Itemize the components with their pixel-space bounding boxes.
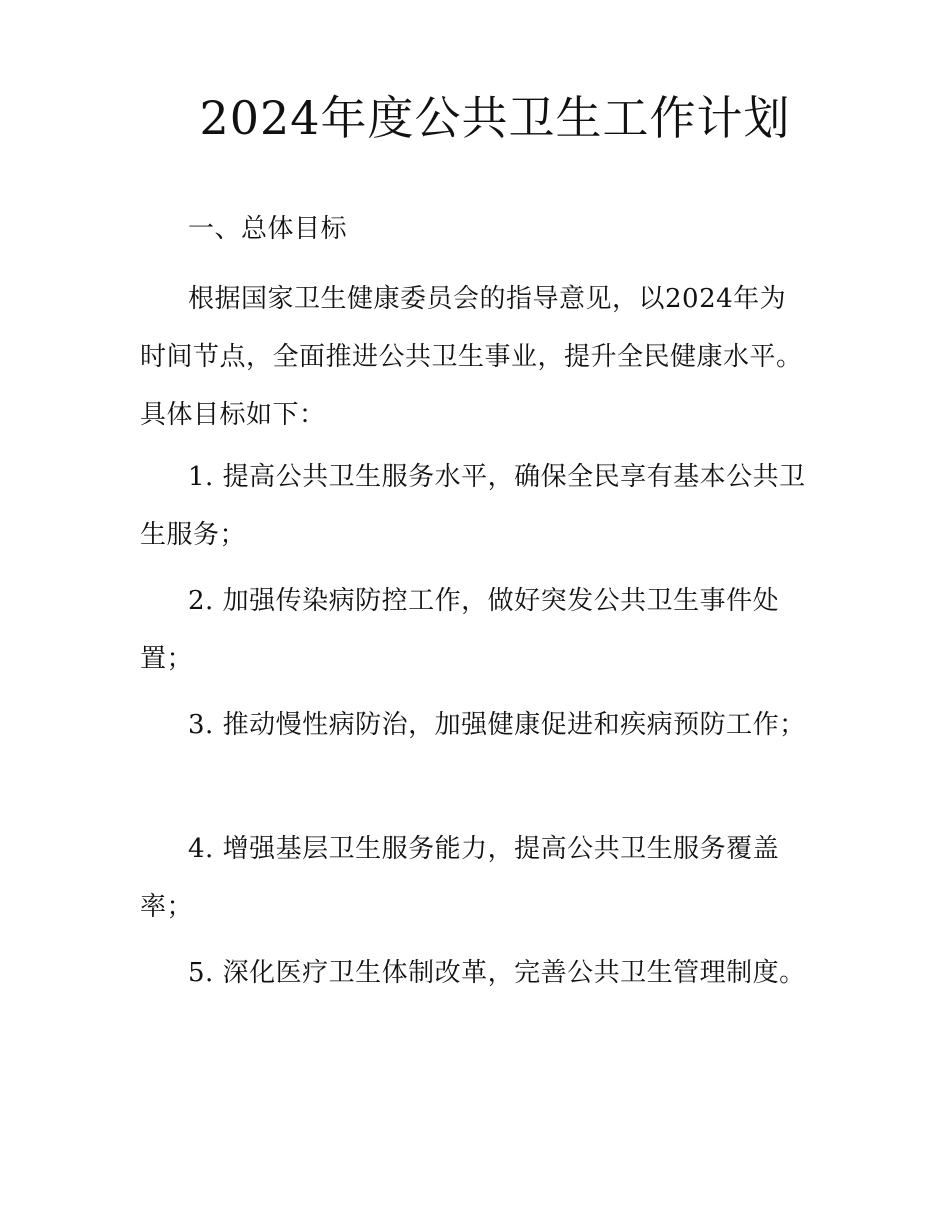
- goal-number: 5.: [188, 958, 214, 988]
- goal-item: [140, 820, 810, 936]
- goal-item: [140, 572, 810, 688]
- goal-text: 提高公共卫生服务水平，确保全民享有基本公共卫生服务；: [140, 462, 806, 550]
- goal-text: 推动慢性病防治，加强健康促进和疾病预防工作；: [222, 710, 806, 740]
- goal-text: 加强传染病防控工作，做好突发公共卫生事件处置；: [140, 586, 780, 674]
- document-title: 2024年度公共卫生工作计划: [199, 91, 791, 145]
- goal-number: 2.: [188, 586, 214, 616]
- goal-text: 深化医疗卫生体制改革，完善公共卫生管理制度。: [222, 958, 806, 988]
- goal-item: [140, 448, 810, 564]
- goal-number: 1.: [188, 462, 214, 492]
- section-heading: 一、总体目标: [188, 214, 348, 244]
- intro-paragraph: 根据国家卫生健康委员会的指导意见，以2024年为时间节点，全面推进公共卫生事业，提升全民健康水平。具体目标如下：: [140, 284, 803, 430]
- goal-text: 增强基层卫生服务能力，提高公共卫生服务覆盖率；: [140, 834, 780, 922]
- goal-item: [140, 944, 810, 1002]
- goal-item: [140, 696, 810, 754]
- goal-number: 3.: [188, 710, 214, 740]
- goal-number: 4.: [188, 834, 214, 864]
